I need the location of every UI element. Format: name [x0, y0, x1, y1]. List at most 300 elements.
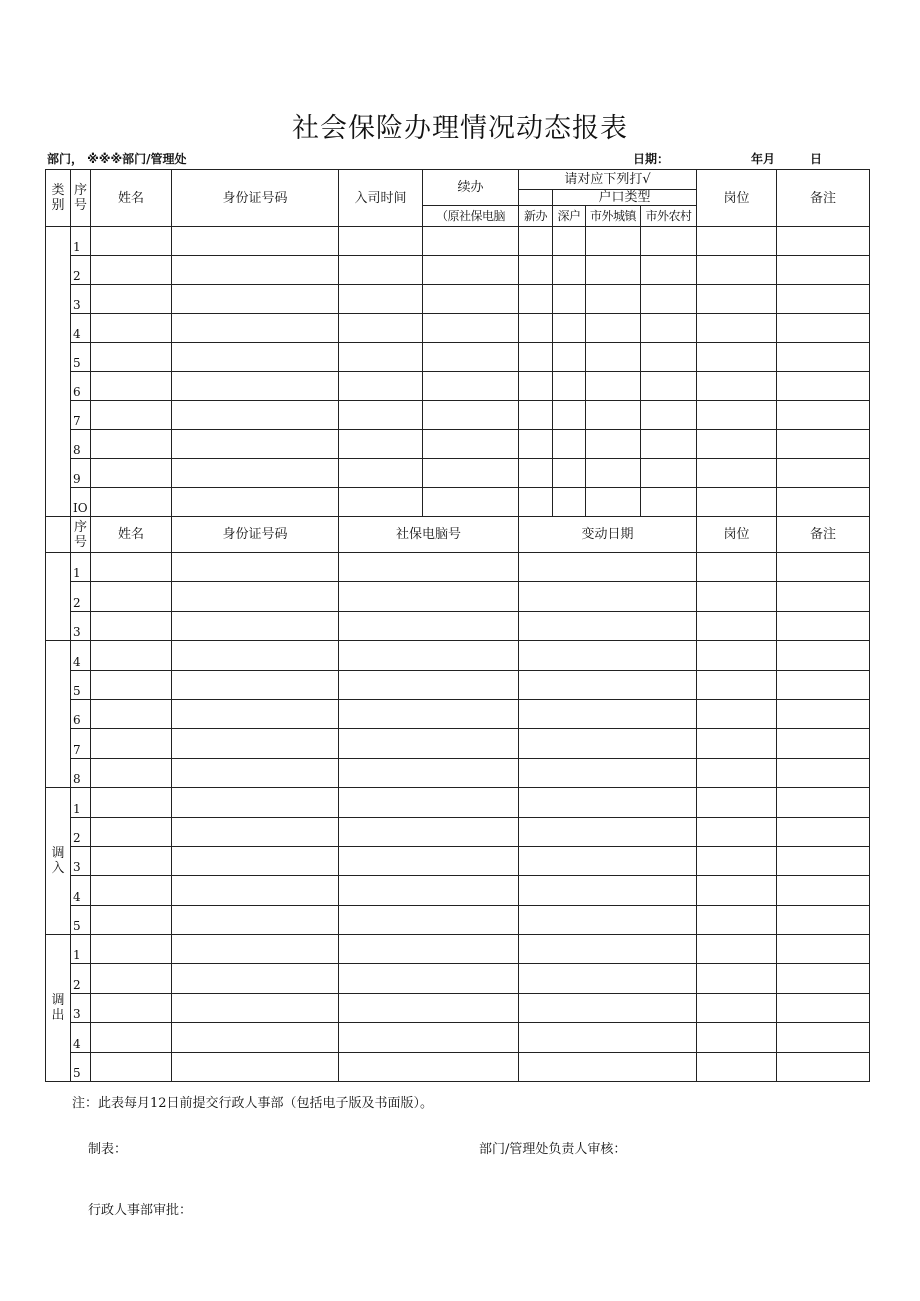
- row-number: 1: [71, 788, 91, 817]
- row-number: 9: [71, 459, 91, 488]
- out-city-rural-header: 市外农村: [641, 206, 697, 227]
- blank-cell: [553, 459, 586, 488]
- si-number-cell: [339, 935, 519, 964]
- admin-approve-label: 行政人事部审批：: [88, 1203, 193, 1218]
- si-number-cell: [339, 582, 519, 611]
- shenzhen-header: 深户: [553, 206, 586, 227]
- year-month-label: 年月: [751, 152, 776, 166]
- table-row: [46, 641, 870, 670]
- blank-cell: [697, 256, 777, 285]
- si-number-cell: [339, 611, 519, 640]
- blank-cell: [697, 459, 777, 488]
- position-cell: [697, 553, 777, 582]
- blank-cell: [339, 372, 423, 401]
- id-number-cell: [172, 964, 339, 993]
- row-number: 5: [71, 670, 91, 699]
- renew-header: 续办: [423, 170, 519, 206]
- table-row: [46, 256, 870, 285]
- blank-cell: [91, 285, 172, 314]
- category-cell: [46, 553, 71, 641]
- blank-cell: [777, 227, 870, 256]
- blank-cell: [423, 401, 519, 430]
- si-number-cell: [339, 817, 519, 846]
- name-header: 姓名: [91, 170, 172, 227]
- blank-cell: [586, 430, 641, 459]
- name-cell: [91, 935, 172, 964]
- position-cell: [697, 935, 777, 964]
- blank-cell: [519, 401, 553, 430]
- name-cell: [91, 993, 172, 1022]
- id-number-cell: [172, 1052, 339, 1081]
- si-number-cell: [339, 846, 519, 875]
- row-number: 8: [71, 758, 91, 787]
- hukou-type-header: 户口类型: [553, 190, 697, 206]
- remark-header-2: 备注: [777, 517, 870, 553]
- blank-cell: [91, 430, 172, 459]
- new-enrollment-section: [46, 170, 870, 517]
- id-number-cell: [172, 641, 339, 670]
- new-spacer-cell: [519, 190, 553, 206]
- row-number: 3: [71, 993, 91, 1022]
- blank-cell: [91, 459, 172, 488]
- name-cell: [91, 846, 172, 875]
- blank-cell: [641, 227, 697, 256]
- table-row: [46, 1052, 870, 1081]
- name-cell: [91, 729, 172, 758]
- blank-cell: [339, 430, 423, 459]
- change-date-cell: [519, 758, 697, 787]
- table-row: [46, 343, 870, 372]
- blank-cell: [777, 256, 870, 285]
- blank-cell: [641, 343, 697, 372]
- table-row: [46, 993, 870, 1022]
- row-number: 7: [71, 401, 91, 430]
- position-cell: [697, 1023, 777, 1052]
- blank-cell: [423, 488, 519, 517]
- row-number: 4: [71, 1023, 91, 1052]
- blank-cell: [519, 227, 553, 256]
- row-number: 5: [71, 1052, 91, 1081]
- id-number-cell: [172, 553, 339, 582]
- name-cell: [91, 876, 172, 905]
- blank-cell: [423, 459, 519, 488]
- blank-cell: [339, 343, 423, 372]
- id-number-cell: [172, 876, 339, 905]
- change-date-cell: [519, 788, 697, 817]
- blank-cell: [777, 314, 870, 343]
- blank-cell: [339, 488, 423, 517]
- si-number-cell: [339, 699, 519, 728]
- blank-cell: [553, 488, 586, 517]
- blank-cell: [777, 372, 870, 401]
- row-number: 1: [71, 227, 91, 256]
- blank-cell: [91, 314, 172, 343]
- si-number-cell: [339, 758, 519, 787]
- blank-cell: [697, 372, 777, 401]
- remark-cell: [777, 729, 870, 758]
- position-cell: [697, 905, 777, 934]
- si-number-header: 社保电脑号: [339, 517, 519, 553]
- position-cell: [697, 699, 777, 728]
- table-row: [46, 670, 870, 699]
- remark-cell: [777, 935, 870, 964]
- blank-cell: [172, 488, 339, 517]
- change-date-cell: [519, 935, 697, 964]
- blank-cell: [697, 488, 777, 517]
- entry-time-header: 入司时间: [339, 170, 423, 227]
- position-cell: [697, 788, 777, 817]
- blank-cell: [91, 343, 172, 372]
- date-label: 日期：: [633, 152, 670, 166]
- blank-cell: [586, 256, 641, 285]
- position-header-2: 岗位: [697, 517, 777, 553]
- name-cell: [91, 1023, 172, 1052]
- change-date-cell: [519, 699, 697, 728]
- table-row: [46, 699, 870, 728]
- blank-cell: [339, 314, 423, 343]
- change-date-header: 变动日期: [519, 517, 697, 553]
- si-number-cell: [339, 905, 519, 934]
- position-header: 岗位: [697, 170, 777, 227]
- blank-cell: [172, 372, 339, 401]
- blank-cell: [172, 430, 339, 459]
- dept-review-label: 部门/管理处负责人审核：: [479, 1142, 627, 1157]
- blank-cell: [586, 401, 641, 430]
- blank-cell: [423, 285, 519, 314]
- name-cell: [91, 758, 172, 787]
- blank-cell: [697, 343, 777, 372]
- blank-cell: [586, 314, 641, 343]
- row-number: 6: [71, 372, 91, 401]
- position-cell: [697, 611, 777, 640]
- name-cell: [91, 905, 172, 934]
- row-number: IO: [71, 488, 91, 517]
- table-row: [46, 876, 870, 905]
- blank-cell: [641, 488, 697, 517]
- name-cell: [91, 611, 172, 640]
- blank-cell: [339, 285, 423, 314]
- position-cell: [697, 964, 777, 993]
- blank-cell: [553, 430, 586, 459]
- change-date-cell: [519, 641, 697, 670]
- blank-cell: [586, 459, 641, 488]
- name-cell: [91, 817, 172, 846]
- category-header: 类别: [46, 170, 71, 227]
- table-row: [46, 285, 870, 314]
- change-date-cell: [519, 1052, 697, 1081]
- check-hint-header: 请对应下列打√: [519, 170, 697, 190]
- remark-cell: [777, 582, 870, 611]
- blank-cell: [586, 285, 641, 314]
- table-row: [46, 788, 870, 817]
- change-date-cell: [519, 905, 697, 934]
- blank-cell: [91, 488, 172, 517]
- row-number: 8: [71, 430, 91, 459]
- category-cell: [46, 227, 71, 517]
- position-cell: [697, 846, 777, 875]
- si-number-cell: [339, 1023, 519, 1052]
- blank-cell: [641, 314, 697, 343]
- change-date-cell: [519, 1023, 697, 1052]
- table-row: [46, 964, 870, 993]
- id-number-cell: [172, 817, 339, 846]
- table-row: [46, 846, 870, 875]
- category-cell: [46, 641, 71, 788]
- row-number: 3: [71, 285, 91, 314]
- blank-cell: [339, 227, 423, 256]
- blank-cell: [339, 401, 423, 430]
- row-number: 2: [71, 256, 91, 285]
- remark-cell: [777, 876, 870, 905]
- change-date-cell: [519, 876, 697, 905]
- table-row: [46, 401, 870, 430]
- blank-cell: [519, 372, 553, 401]
- name-cell: [91, 553, 172, 582]
- id-number-cell: [172, 993, 339, 1022]
- id-number-cell: [172, 905, 339, 934]
- position-cell: [697, 817, 777, 846]
- si-number-cell: [339, 553, 519, 582]
- table-row: [46, 1023, 870, 1052]
- seq-header-2: 序号: [71, 517, 91, 553]
- row-number: 5: [71, 343, 91, 372]
- id-number-cell: [172, 729, 339, 758]
- table-row: [46, 758, 870, 787]
- position-cell: [697, 1052, 777, 1081]
- remark-cell: [777, 758, 870, 787]
- id-number-cell: [172, 670, 339, 699]
- blank-cell: [553, 343, 586, 372]
- remark-cell: [777, 641, 870, 670]
- remark-cell: [777, 699, 870, 728]
- change-date-cell: [519, 817, 697, 846]
- id-number-cell: [172, 758, 339, 787]
- position-cell: [697, 729, 777, 758]
- blank-cell: [641, 372, 697, 401]
- name-cell: [91, 670, 172, 699]
- row-number: 7: [71, 729, 91, 758]
- remark-cell: [777, 611, 870, 640]
- name-cell: [91, 641, 172, 670]
- blank-cell: [91, 256, 172, 285]
- blank-cell: [777, 285, 870, 314]
- position-cell: [697, 876, 777, 905]
- out-city-town-header: 市外城镇: [586, 206, 641, 227]
- si-number-cell: [339, 670, 519, 699]
- si-number-cell: [339, 641, 519, 670]
- blank-cell: [423, 227, 519, 256]
- id-number-cell: [172, 1023, 339, 1052]
- renew-sub-header: （原社保电脑: [423, 206, 519, 227]
- row-number: 4: [71, 314, 91, 343]
- blank-cell: [697, 401, 777, 430]
- position-cell: [697, 641, 777, 670]
- blank-cell: [777, 401, 870, 430]
- remark-cell: [777, 905, 870, 934]
- remark-cell: [777, 817, 870, 846]
- change-date-cell: [519, 729, 697, 758]
- remark-cell: [777, 964, 870, 993]
- blank-cell: [586, 343, 641, 372]
- change-date-cell: [519, 582, 697, 611]
- transfer-in-label: 调入: [46, 788, 71, 935]
- table-row: [46, 817, 870, 846]
- change-date-cell: [519, 670, 697, 699]
- blank-cell: [423, 372, 519, 401]
- id-number-cell: [172, 699, 339, 728]
- maker-label: 制表：: [88, 1142, 128, 1157]
- blank-cell: [91, 372, 172, 401]
- new-header: 新办: [519, 206, 553, 227]
- position-cell: [697, 582, 777, 611]
- change-date-cell: [519, 846, 697, 875]
- change-date-cell: [519, 964, 697, 993]
- blank-cell: [553, 314, 586, 343]
- change-section: [46, 517, 870, 1082]
- blank-cell: [641, 459, 697, 488]
- footer-note: 注：此表每月12日前提交行政人事部（包括电子版及书面版）。: [72, 1096, 434, 1111]
- row-number: 3: [71, 846, 91, 875]
- blank-cell: [172, 227, 339, 256]
- name-cell: [91, 964, 172, 993]
- table-row: [46, 553, 870, 582]
- blank-cell: [777, 343, 870, 372]
- blank-cell: [777, 430, 870, 459]
- blank-cell: [423, 314, 519, 343]
- row-number: 2: [71, 582, 91, 611]
- id-number-cell: [172, 846, 339, 875]
- remark-cell: [777, 670, 870, 699]
- si-number-cell: [339, 993, 519, 1022]
- si-number-cell: [339, 729, 519, 758]
- blank-cell: [553, 256, 586, 285]
- category-blank-header: [46, 517, 71, 553]
- blank-cell: [697, 227, 777, 256]
- table-row: [46, 488, 870, 517]
- table-row: [46, 611, 870, 640]
- blank-cell: [172, 314, 339, 343]
- blank-cell: [641, 401, 697, 430]
- table-row: [46, 430, 870, 459]
- blank-cell: [339, 256, 423, 285]
- blank-cell: [519, 285, 553, 314]
- blank-cell: [519, 488, 553, 517]
- name-cell: [91, 1052, 172, 1081]
- name-cell: [91, 699, 172, 728]
- table-row: [46, 582, 870, 611]
- remark-cell: [777, 553, 870, 582]
- page-title: 社会保险办理情况动态报表: [292, 113, 628, 144]
- si-number-cell: [339, 788, 519, 817]
- blank-cell: [519, 314, 553, 343]
- table-row: [46, 905, 870, 934]
- change-date-cell: [519, 553, 697, 582]
- table-row: [46, 372, 870, 401]
- blank-cell: [172, 401, 339, 430]
- blank-cell: [697, 285, 777, 314]
- remark-cell: [777, 1023, 870, 1052]
- row-number: 5: [71, 905, 91, 934]
- si-number-cell: [339, 1052, 519, 1081]
- blank-cell: [553, 372, 586, 401]
- blank-cell: [586, 488, 641, 517]
- si-number-cell: [339, 964, 519, 993]
- blank-cell: [697, 314, 777, 343]
- row-number: 1: [71, 553, 91, 582]
- name-header-2: 姓名: [91, 517, 172, 553]
- blank-cell: [91, 401, 172, 430]
- department-label: 部门， ※※※部门/管理处: [47, 152, 187, 166]
- remark-cell: [777, 846, 870, 875]
- row-number: 2: [71, 964, 91, 993]
- id-number-cell: [172, 582, 339, 611]
- blank-cell: [553, 401, 586, 430]
- row-number: 2: [71, 817, 91, 846]
- position-cell: [697, 758, 777, 787]
- id-number-header-2: 身份证号码: [172, 517, 339, 553]
- blank-cell: [423, 256, 519, 285]
- row-number: 6: [71, 699, 91, 728]
- blank-cell: [172, 256, 339, 285]
- row-number: 4: [71, 641, 91, 670]
- table-row: [46, 729, 870, 758]
- blank-cell: [641, 256, 697, 285]
- id-number-cell: [172, 611, 339, 640]
- blank-cell: [586, 372, 641, 401]
- id-number-header: 身份证号码: [172, 170, 339, 227]
- table-row: [46, 935, 870, 964]
- row-number: 3: [71, 611, 91, 640]
- blank-cell: [339, 459, 423, 488]
- name-cell: [91, 788, 172, 817]
- row-number: 1: [71, 935, 91, 964]
- table-row: [46, 459, 870, 488]
- blank-cell: [553, 227, 586, 256]
- blank-cell: [172, 343, 339, 372]
- row-number: 4: [71, 876, 91, 905]
- table-row: [46, 314, 870, 343]
- blank-cell: [697, 430, 777, 459]
- blank-cell: [423, 430, 519, 459]
- blank-cell: [172, 459, 339, 488]
- position-cell: [697, 993, 777, 1022]
- si-number-cell: [339, 876, 519, 905]
- remark-cell: [777, 788, 870, 817]
- transfer-out-label: 调出: [46, 935, 71, 1082]
- social-insurance-table: [45, 169, 870, 1082]
- blank-cell: [777, 459, 870, 488]
- name-cell: [91, 582, 172, 611]
- remark-cell: [777, 1052, 870, 1081]
- blank-cell: [519, 459, 553, 488]
- change-date-cell: [519, 993, 697, 1022]
- blank-cell: [777, 488, 870, 517]
- blank-cell: [586, 227, 641, 256]
- blank-cell: [172, 285, 339, 314]
- blank-cell: [641, 430, 697, 459]
- blank-cell: [553, 285, 586, 314]
- blank-cell: [519, 256, 553, 285]
- remark-cell: [777, 993, 870, 1022]
- blank-cell: [519, 430, 553, 459]
- id-number-cell: [172, 935, 339, 964]
- position-cell: [697, 670, 777, 699]
- blank-cell: [91, 227, 172, 256]
- day-label: 日: [810, 152, 823, 166]
- id-number-cell: [172, 788, 339, 817]
- blank-cell: [423, 343, 519, 372]
- table-row: [46, 227, 870, 256]
